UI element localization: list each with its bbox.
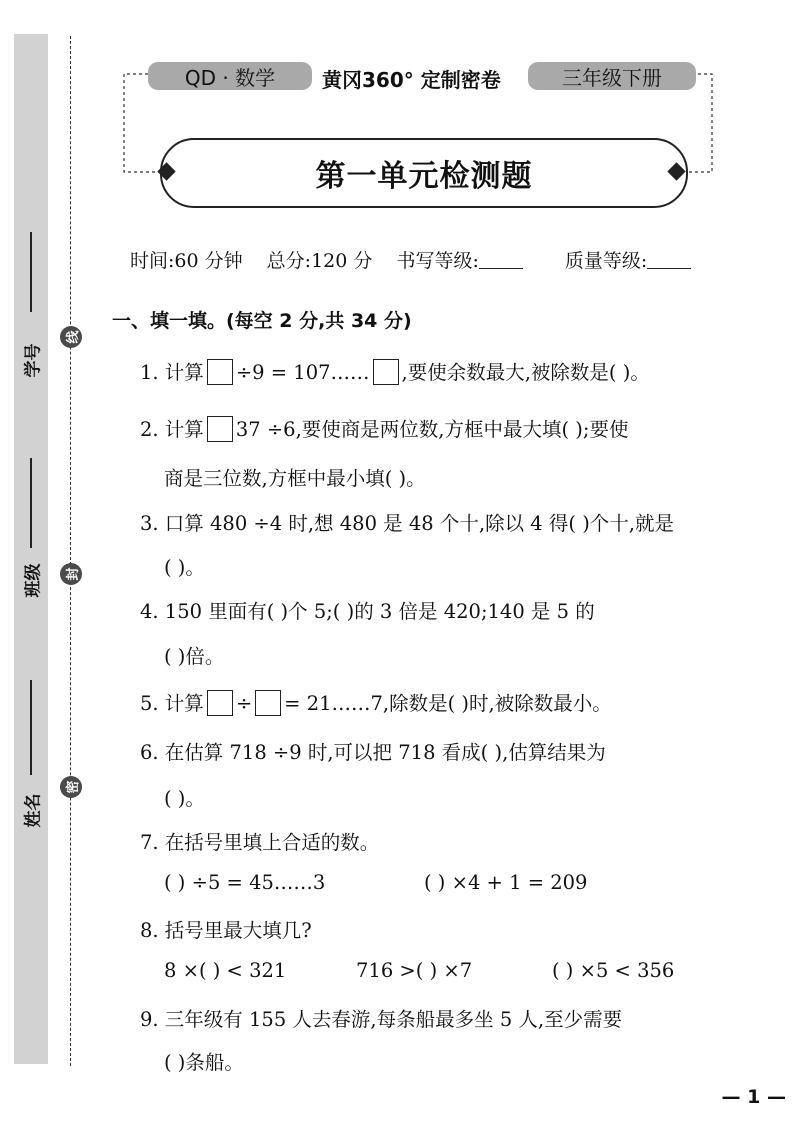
grade-tag: 三年级下册 (528, 62, 696, 90)
subject-tag: QD · 数学 (148, 62, 312, 90)
seal-line: 线 (60, 326, 82, 348)
question-7-expr-b: ( ) ×4 + 1 = 209 (424, 871, 588, 894)
question-4: 4. 150 里面有( )个 5;( )的 3 倍是 420;140 是 5 的 (140, 600, 595, 623)
question-5: 5. 计算 ÷ = 21……7,除数是( )时,被除数最小。 (140, 692, 612, 715)
question-2-cont: 商是三位数,方框中最小填( )。 (164, 467, 426, 490)
student-id-label: 学号 (23, 343, 44, 378)
page-title: 第一单元检测题 (160, 138, 688, 208)
quality-grade-blank[interactable] (647, 250, 691, 269)
question-8-expr-b: 716 >( ) ×7 (356, 959, 473, 982)
answer-box[interactable] (207, 690, 233, 716)
question-4-cont: ( )倍。 (164, 645, 225, 668)
exam-info (130, 246, 727, 273)
question-8-expr-c: ( ) ×5 < 356 (552, 959, 675, 982)
question-7: 7. 在括号里填上合适的数。 (140, 831, 380, 854)
name-blank-line (30, 680, 32, 775)
seal-secret: 密 (60, 776, 82, 798)
series-name: 黄冈360° 定制密卷 (322, 68, 501, 92)
question-1: 1. 计算 ÷9 = 107…… ,要使余数最大,被除数是( )。 (140, 361, 650, 384)
question-3: 3. 口算 480 ÷4 时,想 480 是 48 个十,除以 4 得( )个十,就是 (140, 512, 675, 535)
writing-grade-blank[interactable] (479, 250, 523, 269)
name-label: 姓名 (23, 793, 44, 828)
time-limit: 时间:60 分钟 (130, 250, 243, 272)
seal-seal: 封 (60, 563, 82, 585)
answer-box[interactable] (207, 416, 233, 442)
question-7-expr-a: ( ) ÷5 = 45……3 (164, 871, 326, 894)
question-9: 9. 三年级有 155 人去春游,每条船最多坐 5 人,至少需要 (140, 1008, 623, 1031)
section-heading: 一、填一填。(每空 2 分,共 34 分) (112, 310, 412, 332)
answer-box[interactable] (373, 359, 399, 385)
question-8: 8. 括号里最大填几? (140, 919, 312, 942)
answer-box[interactable] (207, 359, 233, 385)
question-6: 6. 在估算 718 ÷9 时,可以把 718 看成( ),估算结果为 (140, 741, 606, 764)
question-6-cont: ( )。 (164, 787, 205, 810)
question-2: 2. 计算 37 ÷6,要使商是两位数,方框中最大填( );要使 (140, 418, 629, 441)
answer-box[interactable] (255, 690, 281, 716)
quality-grade: 质量等级: (565, 250, 709, 272)
question-8-expr-a: 8 ×( ) < 321 (164, 959, 287, 982)
class-blank-line (30, 458, 32, 548)
page-number: — 1 — (721, 1086, 786, 1108)
class-label: 班级 (23, 563, 44, 598)
question-3-cont: ( )。 (164, 556, 205, 579)
question-9-cont: ( )条船。 (164, 1051, 244, 1074)
total-score: 总分:120 分 (266, 250, 373, 272)
student-id-blank-line (30, 232, 32, 312)
writing-grade: 书写等级: (396, 250, 540, 272)
